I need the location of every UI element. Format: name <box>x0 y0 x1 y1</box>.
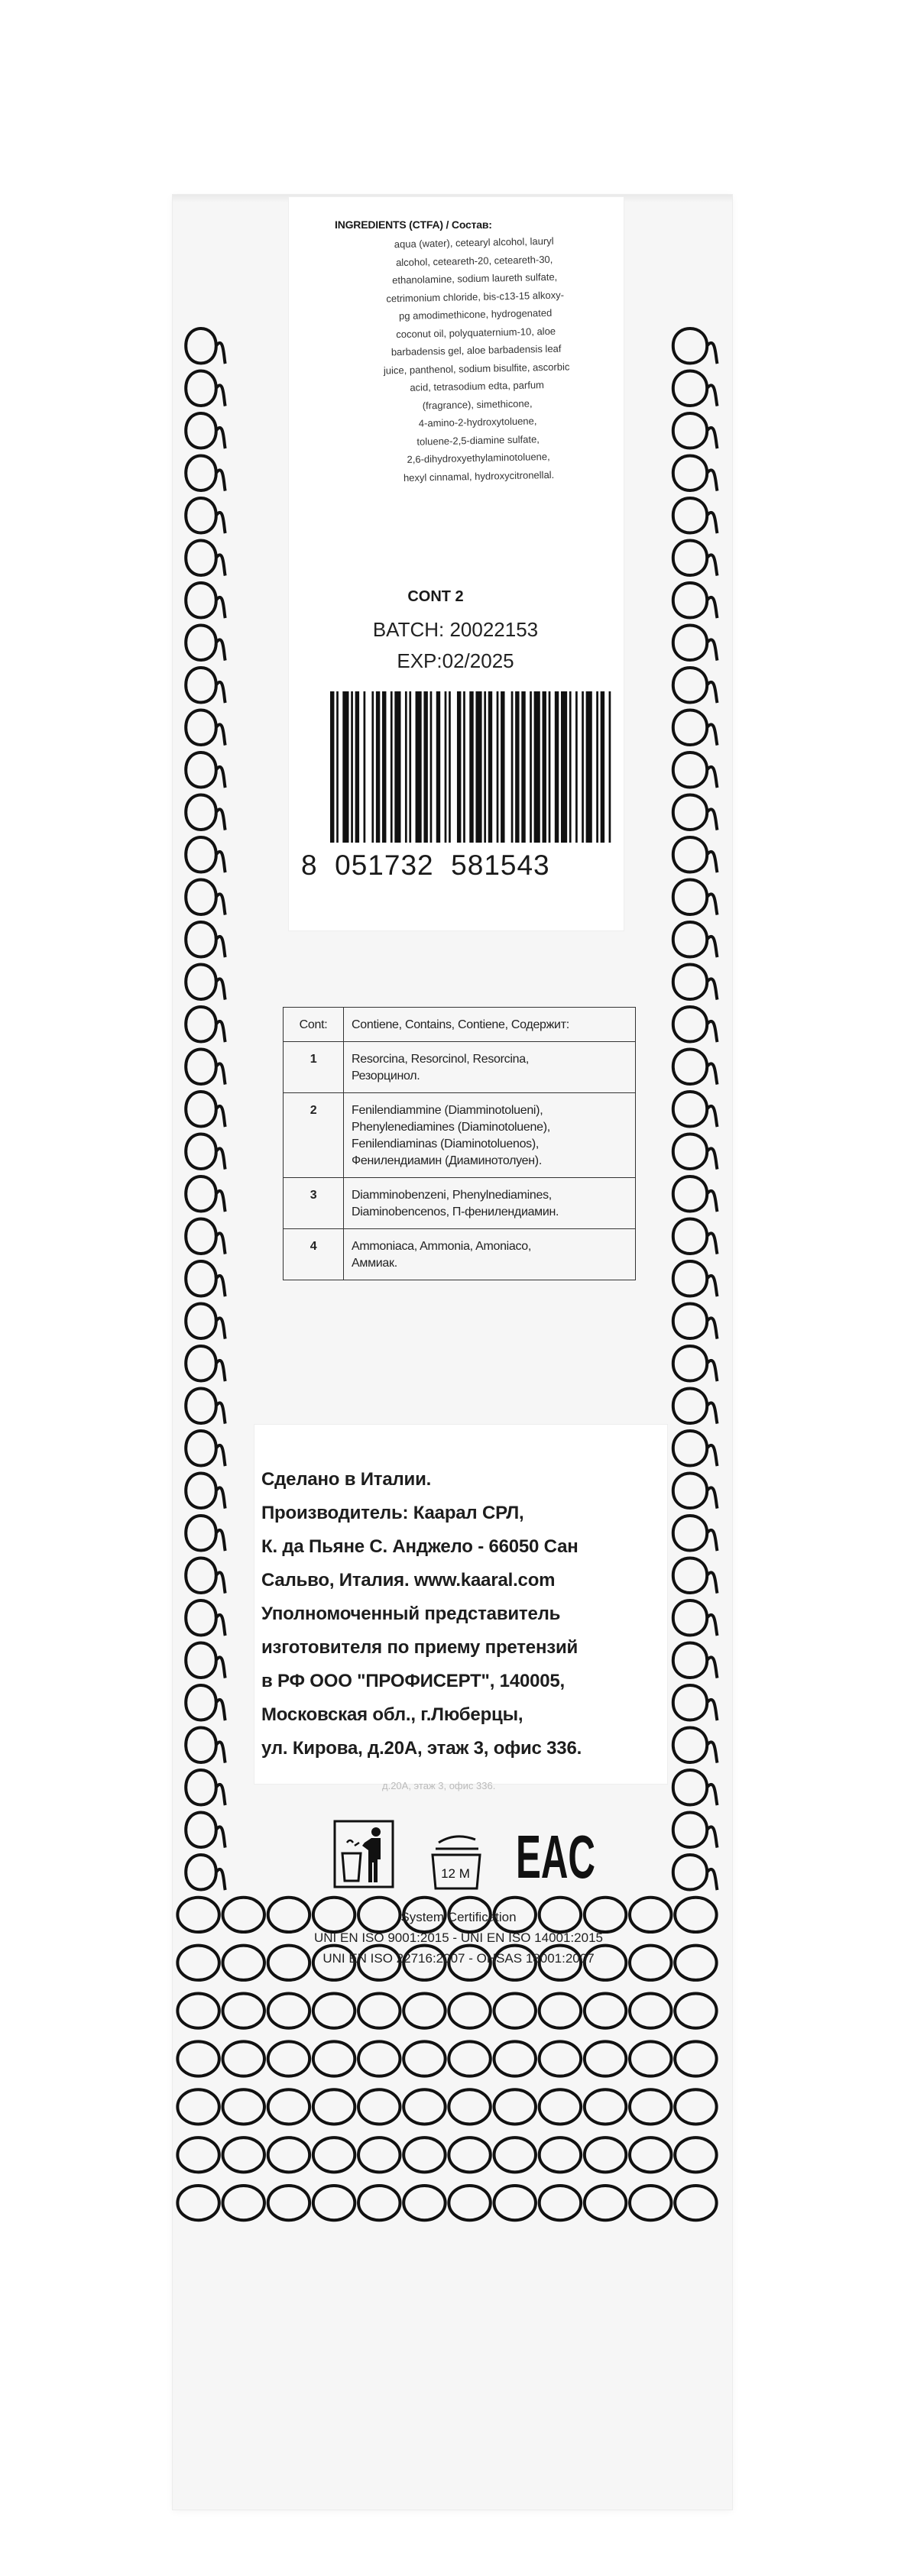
pattern-loop <box>673 1007 718 1042</box>
row-contents <box>344 1042 636 1093</box>
pattern-loop <box>675 2186 716 2220</box>
ingredients-line: cetrimonium chloride, bis-c13-15 alkoxy- <box>386 289 565 304</box>
pattern-loop <box>186 880 225 915</box>
barcode-bar <box>561 691 567 843</box>
ghost-print-text: д.20А, этаж 3, офис 336. <box>382 1780 496 1791</box>
pattern-loop <box>585 2089 626 2124</box>
table-header-cont: Cont: <box>284 1008 344 1042</box>
pattern-loop <box>673 880 718 915</box>
ingredients-line: alcohol, ceteareth-20, ceteareth-30, <box>395 253 553 268</box>
pattern-loop <box>177 1898 219 1932</box>
ingredients-line: ethanolamine, sodium laureth sulfate, <box>392 270 558 286</box>
barcode-bar <box>601 691 604 843</box>
pattern-loop <box>449 2186 490 2220</box>
barcode-bar <box>449 691 451 843</box>
barcode-bar <box>521 691 525 843</box>
pattern-loop <box>673 837 718 872</box>
ingredients-line: 4-amino-2-hydroxytoluene, <box>418 415 537 429</box>
barcode-bar <box>445 691 447 843</box>
pattern-loop <box>449 1994 490 2028</box>
barcode-bar <box>543 691 546 843</box>
pattern-loop <box>673 456 718 491</box>
pattern-loop <box>673 1474 718 1509</box>
row-contents <box>344 1229 636 1280</box>
row-number: 1 <box>284 1042 344 1093</box>
pattern-loop <box>186 1092 225 1127</box>
pattern-loop <box>268 2137 310 2172</box>
barcode-bar <box>582 691 584 843</box>
pattern-loop <box>223 2041 264 2076</box>
pattern-loop <box>186 795 225 830</box>
barcode-bar <box>497 691 499 843</box>
row-line: Ammoniaca, Ammonia, Amoniaco, <box>352 1240 531 1253</box>
info-line: Производитель: Каарал СРЛ, <box>261 1503 524 1523</box>
ingredients-line: (fragrance), simethicone, <box>422 396 533 411</box>
pattern-loop <box>313 2186 355 2220</box>
pattern-loop <box>673 1346 718 1381</box>
pattern-loop <box>673 922 718 957</box>
pattern-loop <box>186 1389 225 1424</box>
pattern-loop <box>186 1050 225 1085</box>
pattern-loop <box>585 2137 626 2172</box>
pattern-loop <box>673 498 718 533</box>
barcode-bar <box>530 691 532 843</box>
barcode-bar <box>609 691 611 843</box>
pattern-loop <box>186 541 225 576</box>
pattern-loop <box>494 2186 536 2220</box>
barcode-bar <box>409 691 411 843</box>
contents-table <box>283 1007 636 1280</box>
pattern-loop <box>186 1134 225 1170</box>
barcode-bar <box>575 691 578 843</box>
pattern-loop <box>673 1558 718 1594</box>
pattern-loop <box>673 1389 718 1424</box>
ingredients-line: toluene-2,5-diamine sulfate, <box>416 432 540 448</box>
pattern-loop <box>673 1176 718 1212</box>
pattern-loop <box>404 2186 445 2220</box>
pattern-loop <box>673 668 718 703</box>
pattern-loop <box>223 1946 264 1980</box>
pattern-loop <box>313 1994 355 2028</box>
pattern-loop <box>673 1431 718 1466</box>
row-line: Fenilendiaminas (Diaminotoluenos), <box>352 1138 540 1150</box>
pattern-loop <box>177 2137 219 2172</box>
pattern-loop <box>673 413 718 448</box>
barcode-bar <box>394 691 400 843</box>
pattern-loop <box>404 2137 445 2172</box>
pattern-loop <box>358 1994 400 2028</box>
pattern-loop <box>186 668 225 703</box>
table-header-row <box>284 1008 636 1042</box>
row-number: 4 <box>284 1229 344 1280</box>
pattern-loop <box>177 2089 219 2124</box>
pattern-loop <box>186 328 225 364</box>
ingredients-line: acid, tetrasodium edta, parfum <box>410 379 545 393</box>
pattern-loop <box>186 1261 225 1296</box>
pattern-loop <box>186 371 225 406</box>
pattern-loop <box>675 2041 716 2076</box>
pattern-loop <box>186 1516 225 1551</box>
barcode-bar <box>555 691 559 843</box>
pattern-loop <box>223 1994 264 2028</box>
pattern-loop <box>186 456 225 491</box>
info-line: Сальво, Италия. www.kaaral.com <box>261 1570 556 1591</box>
barcode-bar <box>511 691 514 843</box>
pattern-loop <box>494 2041 536 2076</box>
pattern-loop <box>268 2089 310 2124</box>
pattern-loop <box>630 2089 671 2124</box>
info-line: Сделано в Италии. <box>261 1469 432 1490</box>
pattern-loop <box>223 2137 264 2172</box>
pattern-loop <box>675 2137 716 2172</box>
pattern-loop <box>494 1994 536 2028</box>
barcode-bar <box>336 691 339 843</box>
barcode-digits: 8 051732 581543 <box>301 849 550 881</box>
pattern-loop <box>673 1685 718 1720</box>
barcode-bar <box>534 691 540 843</box>
info-line: в РФ ООО "ПРОФИСЕРТ", 140005, <box>261 1671 566 1691</box>
certification-line-1: UNI EN ISO 9001:2015 - UNI EN ISO 14001:2015 <box>314 1930 603 1945</box>
pattern-loop <box>673 328 718 364</box>
barcode-bar <box>382 691 386 843</box>
pattern-loop <box>630 2041 671 2076</box>
ingredients-line: aqua (water), cetearyl alcohol, lauryl <box>394 235 554 251</box>
pattern-loop <box>630 2137 671 2172</box>
row-line: Diamminobenzeni, Phenylnediamines, <box>352 1189 552 1202</box>
table-row <box>284 1042 636 1093</box>
pattern-loop <box>186 498 225 533</box>
pattern-loop <box>186 710 225 746</box>
pattern-loop <box>186 1176 225 1212</box>
pattern-loop <box>313 2041 355 2076</box>
row-line: Fenilendiammine (Diamminotolueni), <box>352 1104 543 1117</box>
pattern-loop <box>675 2089 716 2124</box>
table-row <box>284 1229 636 1280</box>
barcode-bar <box>549 691 551 843</box>
pattern-loop <box>358 2186 400 2220</box>
barcode-bar <box>596 691 598 843</box>
pattern-loop <box>673 541 718 576</box>
pattern-loop <box>540 2137 581 2172</box>
pattern-loop <box>675 1994 716 2028</box>
table-header-contains: Contiene, Contains, Contiene, Содержит: <box>344 1008 636 1042</box>
pattern-loop <box>404 2041 445 2076</box>
pattern-loop <box>186 922 225 957</box>
row-line: Resorcina, Resorcinol, Resorcina, <box>352 1053 529 1066</box>
pattern-loop <box>268 1898 310 1932</box>
pattern-loop <box>675 1898 716 1932</box>
pattern-loop <box>186 626 225 661</box>
pattern-loop <box>177 2041 219 2076</box>
pattern-loop <box>186 1685 225 1720</box>
pattern-loop <box>540 1994 581 2028</box>
eac-mark-icon <box>514 1823 598 1891</box>
pattern-loop <box>313 2137 355 2172</box>
pattern-loop <box>630 2186 671 2220</box>
pattern-loop <box>585 1994 626 2028</box>
pattern-loop <box>358 2041 400 2076</box>
barcode-bar <box>342 691 348 843</box>
certification-line-2: UNI EN ISO 22716:2007 - OHSAS 18001:2007 <box>322 1951 595 1966</box>
row-number: 2 <box>284 1093 344 1178</box>
pattern-loop <box>673 1261 718 1296</box>
ingredients-line: hexyl cinnamal, hydroxycitronellal. <box>403 468 555 484</box>
pattern-loop <box>673 583 718 618</box>
pattern-loop <box>630 1994 671 2028</box>
pattern-loop <box>494 2137 536 2172</box>
barcode-bar <box>405 691 407 843</box>
pattern-loop <box>186 413 225 448</box>
pattern-loop <box>186 1007 225 1042</box>
pattern-loop <box>358 2089 400 2124</box>
pattern-loop <box>404 1994 445 2028</box>
pattern-loop <box>404 2089 445 2124</box>
pattern-loop <box>449 2137 490 2172</box>
row-line: Phenylenediamines (Diaminotoluene), <box>352 1121 550 1134</box>
barcode-bar <box>391 691 393 843</box>
pattern-loop <box>630 1898 671 1932</box>
pattern-loop <box>540 2089 581 2124</box>
barcode-bar <box>430 691 433 843</box>
pattern-loop <box>673 1813 718 1848</box>
table-row <box>284 1178 636 1229</box>
barcode-bar <box>330 691 334 843</box>
pattern-loop <box>223 2186 264 2220</box>
pattern-loop <box>494 2089 536 2124</box>
pattern-loop <box>673 1092 718 1127</box>
open-jar-period-icon <box>425 1832 486 1893</box>
pattern-loop <box>313 2089 355 2124</box>
barcode-bar <box>569 691 572 843</box>
row-line: Фенилендиамин (Диаминотолуен). <box>352 1154 542 1167</box>
pattern-loop <box>186 1600 225 1636</box>
barcode-bar <box>364 691 366 843</box>
batch-number: BATCH: 20022153 <box>372 618 539 641</box>
pattern-loop <box>673 371 718 406</box>
pattern-loop <box>186 837 225 872</box>
row-contents <box>344 1093 636 1178</box>
pattern-loop <box>673 795 718 830</box>
pattern-loop <box>673 1516 718 1551</box>
ingredients-line: juice, panthenol, sodium bisulfite, ascorbic <box>383 360 570 377</box>
pattern-loop <box>177 1946 219 1980</box>
pattern-loop <box>673 1728 718 1763</box>
pattern-loop <box>449 2041 490 2076</box>
pattern-loop <box>673 965 718 1000</box>
ingredients-line: 2,6-dihydroxyethylaminotoluene, <box>407 450 550 465</box>
pattern-loop <box>268 1994 310 2028</box>
barcode-bar <box>416 691 422 843</box>
ingredients-line: pg amodimethicone, hydrogenated <box>398 306 553 322</box>
jar-period-label: 12 M <box>441 1866 470 1881</box>
pattern-loop <box>449 2089 490 2124</box>
pattern-loop <box>675 1946 716 1980</box>
importer-info <box>261 1463 674 1765</box>
cont-label: CONT 2 <box>407 588 464 605</box>
pattern-loop <box>177 1994 219 2028</box>
pattern-loop <box>673 1600 718 1636</box>
pattern-loop <box>673 1643 718 1678</box>
pattern-loop <box>540 2186 581 2220</box>
pattern-loop <box>186 965 225 1000</box>
pattern-loop <box>186 1558 225 1594</box>
barcode-bar <box>376 691 380 843</box>
barcode-bar <box>457 691 461 843</box>
barcode-bar <box>436 691 440 843</box>
barcode-bar <box>469 691 473 843</box>
pattern-loop <box>673 710 718 746</box>
pattern-loop <box>186 1304 225 1339</box>
barcode-bar <box>351 691 353 843</box>
ingredients-line: coconut oil, polyquaternium-10, aloe <box>396 325 556 340</box>
row-line: Резорцинол. <box>352 1070 420 1083</box>
pattern-loop <box>177 2186 219 2220</box>
pattern-loop <box>673 626 718 661</box>
pattern-loop <box>186 752 225 788</box>
info-line: ул. Кирова, д.20А, этаж 3, офис 336. <box>261 1738 582 1759</box>
expiry-date: EXP:02/2025 <box>397 649 514 672</box>
pattern-loop <box>585 2041 626 2076</box>
pattern-loop <box>268 2186 310 2220</box>
pattern-loop <box>186 1219 225 1254</box>
pattern-loop <box>673 1134 718 1170</box>
ingredients-line: barbadensis gel, aloe barbadensis leaf <box>391 342 562 358</box>
table-row <box>284 1093 636 1178</box>
row-contents <box>344 1178 636 1229</box>
pattern-loop <box>186 1346 225 1381</box>
row-line: Аммиак. <box>352 1257 397 1270</box>
pattern-loop <box>585 2186 626 2220</box>
pattern-loop <box>358 2137 400 2172</box>
row-line: Diaminobencenos, П-фенилендиамин. <box>352 1205 559 1218</box>
pattern-loop <box>186 1813 225 1848</box>
pattern-loop <box>540 2041 581 2076</box>
ingredients-title: INGREDIENTS (CTFA) / Состав: <box>335 218 492 231</box>
info-line: Московская обл., г.Люберцы, <box>261 1704 523 1725</box>
pattern-loop <box>673 1050 718 1085</box>
barcode-bar <box>484 691 486 843</box>
pattern-loop <box>673 1770 718 1805</box>
pattern-loop <box>186 1728 225 1763</box>
barcode-bar <box>475 691 481 843</box>
pattern-loop <box>673 1219 718 1254</box>
barcode-bar <box>515 691 519 843</box>
pattern-loop <box>186 1770 225 1805</box>
pattern-loop <box>223 1898 264 1932</box>
pattern-loop <box>186 1855 225 1890</box>
info-line: изготовителя по приему претензий <box>261 1637 579 1658</box>
barcode-bar <box>423 691 427 843</box>
pattern-loop <box>186 1431 225 1466</box>
pattern-loop <box>186 583 225 618</box>
barcode-bar <box>355 691 359 843</box>
barcode-bar <box>371 691 374 843</box>
pattern-loop <box>268 2041 310 2076</box>
info-line: К. да Пьяне С. Анджело - 66050 Сан <box>261 1536 579 1557</box>
barcode-bar <box>488 691 492 843</box>
row-number: 3 <box>284 1178 344 1229</box>
pattern-loop <box>673 1855 718 1890</box>
pattern-loop <box>186 1643 225 1678</box>
barcode-bar <box>586 691 592 843</box>
ingredients-list <box>329 231 624 488</box>
left-loop-pattern <box>176 325 226 1898</box>
barcode <box>330 691 613 843</box>
pattern-loop <box>673 1304 718 1339</box>
pattern-loop <box>673 752 718 788</box>
dispose-in-bin-icon <box>333 1820 394 1888</box>
pattern-loop <box>186 1474 225 1509</box>
barcode-bar <box>501 691 504 843</box>
certification-title: System Certification <box>400 1910 517 1924</box>
pattern-loop <box>223 2089 264 2124</box>
barcode-bar <box>463 691 465 843</box>
info-line: Уполномоченный представитель <box>261 1604 561 1624</box>
eac-text: EAC <box>516 1823 595 1891</box>
